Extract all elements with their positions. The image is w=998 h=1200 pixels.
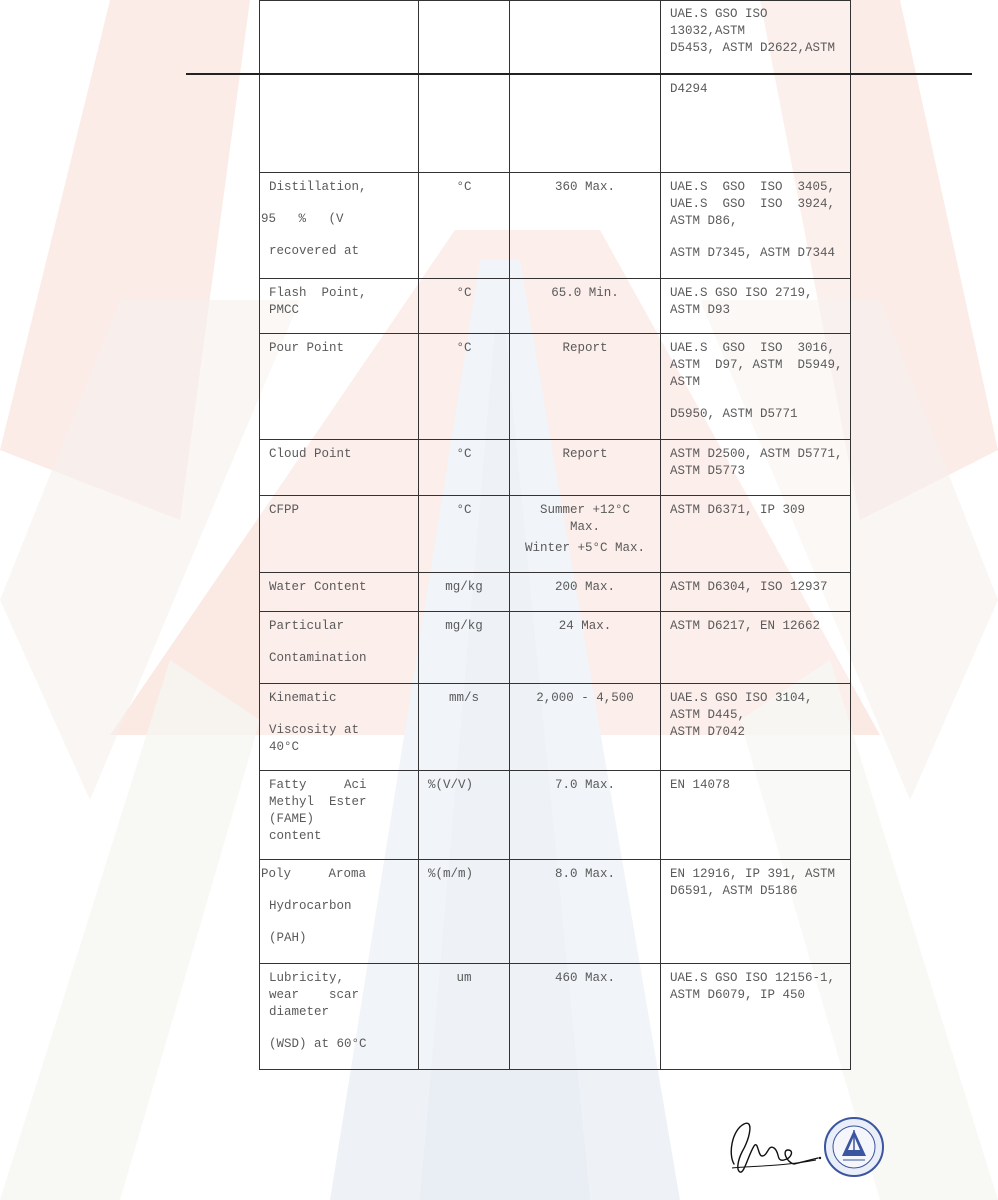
method-cell: [661, 279, 851, 334]
parameter-line: recovered at: [269, 244, 360, 258]
parameter-line: Cloud Point: [269, 447, 352, 461]
table-row: [260, 860, 851, 964]
value-line: Max.: [569, 520, 600, 534]
parameter-line: (FAME): [269, 812, 315, 826]
value-cell: [510, 612, 661, 684]
method-line: ASTM D445,: [670, 708, 746, 722]
value-line: 24 Max.: [558, 619, 612, 633]
method-cell: [661, 860, 851, 964]
value-line: Winter +5°C Max.: [524, 541, 646, 555]
method-line: UAE.S GSO ISO 3016,: [670, 341, 836, 355]
value-cell: [510, 279, 661, 334]
unit-cell: mg/kg: [419, 573, 510, 612]
method-cell: [661, 334, 851, 440]
method-cell: [661, 75, 851, 173]
unit-cell: mg/kg: [419, 612, 510, 684]
parameter-line: Water Content: [269, 580, 367, 594]
parameter-cell: [260, 860, 419, 964]
method-cell: [661, 496, 851, 573]
table-row: [260, 279, 851, 334]
parameter-line: 95 % (V: [261, 212, 344, 226]
parameter-line: wear scar: [269, 988, 360, 1002]
method-cell: [661, 440, 851, 496]
method-line: ASTM D7042: [670, 725, 746, 739]
parameter-line: Particular: [269, 619, 345, 633]
table-row: [260, 173, 851, 279]
method-cell: [661, 771, 851, 860]
method-line: D4294: [670, 82, 708, 96]
table-row: [260, 334, 851, 440]
method-line: ASTM D97, ASTM D5949,: [670, 358, 843, 372]
unit-cell: [419, 75, 510, 173]
parameter-cell: [260, 440, 419, 496]
method-cell: [661, 573, 851, 612]
value-line: 7.0 Max.: [554, 778, 615, 792]
parameter-cell: [260, 964, 419, 1070]
unit-cell: %(m/m): [419, 860, 510, 964]
method-line: EN 14078: [670, 778, 731, 792]
parameter-line: (PAH): [269, 931, 307, 945]
page-break-rule: [186, 73, 972, 75]
value-cell: [510, 1, 661, 75]
value-cell: [510, 684, 661, 771]
table-row: [260, 771, 851, 860]
parameter-line: Pour Point: [269, 341, 345, 355]
method-line: UAE.S GSO ISO 12156-1,: [670, 971, 836, 985]
table-row: [260, 964, 851, 1070]
parameter-line: diameter: [269, 1005, 330, 1019]
method-line: ASTM D2500, ASTM D5771,: [670, 447, 843, 461]
parameter-cell: [260, 173, 419, 279]
unit-cell: [419, 1, 510, 75]
parameter-cell: [260, 75, 419, 173]
method-line: ASTM: [670, 375, 701, 389]
method-cell: [661, 173, 851, 279]
method-line: ASTM D6079, IP 450: [670, 988, 806, 1002]
method-line: UAE.S GSO ISO 13032,ASTM: [670, 7, 768, 38]
value-cell: [510, 496, 661, 573]
value-cell: [510, 440, 661, 496]
parameter-line: Fatty Aci: [269, 778, 367, 792]
value-line: 360 Max.: [554, 180, 615, 194]
value-line: 200 Max.: [554, 580, 615, 594]
value-cell: [510, 860, 661, 964]
table-row: [260, 440, 851, 496]
value-line: 65.0 Min.: [551, 286, 619, 300]
parameter-cell: [260, 279, 419, 334]
parameter-line: CFPP: [269, 503, 300, 517]
parameter-line: content: [269, 829, 322, 843]
method-cell: [661, 964, 851, 1070]
unit-cell: °C: [419, 173, 510, 279]
method-line: D5950, ASTM D5771: [670, 407, 798, 421]
parameter-line: PMCC: [269, 303, 300, 317]
parameter-cell: [260, 1, 419, 75]
value-cell: [510, 573, 661, 612]
parameter-line: Viscosity at: [269, 723, 360, 737]
value-cell: [510, 771, 661, 860]
table-row: [260, 573, 851, 612]
method-line: ASTM D7345, ASTM D7344: [670, 246, 836, 260]
value-cell: [510, 173, 661, 279]
parameter-cell: [260, 496, 419, 573]
method-line: ASTM D6304, ISO 12937: [670, 580, 828, 594]
parameter-line: Contamination: [269, 651, 367, 665]
method-line: ASTM D6371, IP 309: [670, 503, 806, 517]
table-row: [260, 612, 851, 684]
method-cell: [661, 1, 851, 75]
method-line: UAE.S GSO ISO 3104,: [670, 691, 813, 705]
unit-cell: °C: [419, 440, 510, 496]
parameter-line: Distillation,: [269, 180, 367, 194]
method-line: ASTM D93: [670, 303, 731, 317]
method-line: UAE.S GSO ISO 3924,: [670, 197, 836, 211]
table-row: [260, 684, 851, 771]
unit-cell: °C: [419, 279, 510, 334]
method-line: D6591, ASTM D5186: [670, 884, 798, 898]
value-cell: [510, 964, 661, 1070]
method-line: ASTM D86,: [670, 214, 738, 228]
table-row: [260, 496, 851, 573]
method-line: ASTM D6217, EN 12662: [670, 619, 821, 633]
company-seal: [823, 1116, 885, 1178]
unit-cell: mm/s: [419, 684, 510, 771]
parameter-line: Lubricity,: [269, 971, 345, 985]
unit-cell: %(V/V): [419, 771, 510, 860]
method-line: UAE.S GSO ISO 3405,: [670, 180, 836, 194]
table-row: [260, 1, 851, 75]
parameter-cell: [260, 334, 419, 440]
parameter-cell: [260, 612, 419, 684]
value-line: Report: [562, 447, 608, 461]
table-row: [260, 75, 851, 173]
parameter-line: (WSD) at 60°C: [269, 1037, 367, 1051]
parameter-cell: [260, 771, 419, 860]
method-line: ASTM D5773: [670, 464, 746, 478]
parameter-line: Kinematic: [269, 691, 337, 705]
value-line: Report: [562, 341, 608, 355]
method-cell: [661, 612, 851, 684]
parameter-line: Hydrocarbon: [269, 899, 352, 913]
value-cell: [510, 334, 661, 440]
method-line: EN 12916, IP 391, ASTM: [670, 867, 836, 881]
parameter-line: 40°C: [269, 740, 300, 754]
unit-cell: °C: [419, 496, 510, 573]
method-cell: [661, 684, 851, 771]
parameter-line: Methyl Ester: [269, 795, 367, 809]
parameter-cell: [260, 573, 419, 612]
specification-table: [259, 0, 851, 1070]
value-cell: [510, 75, 661, 173]
parameter-line: Flash Point,: [269, 286, 367, 300]
unit-cell: um: [419, 964, 510, 1070]
method-line: UAE.S GSO ISO 2719,: [670, 286, 813, 300]
unit-cell: °C: [419, 334, 510, 440]
value-line: 8.0 Max.: [554, 867, 615, 881]
value-line: 460 Max.: [554, 971, 615, 985]
parameter-line: Poly Aroma: [261, 867, 367, 881]
parameter-cell: [260, 684, 419, 771]
method-line: D5453, ASTM D2622,ASTM: [670, 41, 836, 55]
value-line: Summer +12°C: [539, 503, 630, 517]
handwritten-signature: [724, 1116, 822, 1178]
value-line: 2,000 - 4,500: [536, 691, 634, 705]
